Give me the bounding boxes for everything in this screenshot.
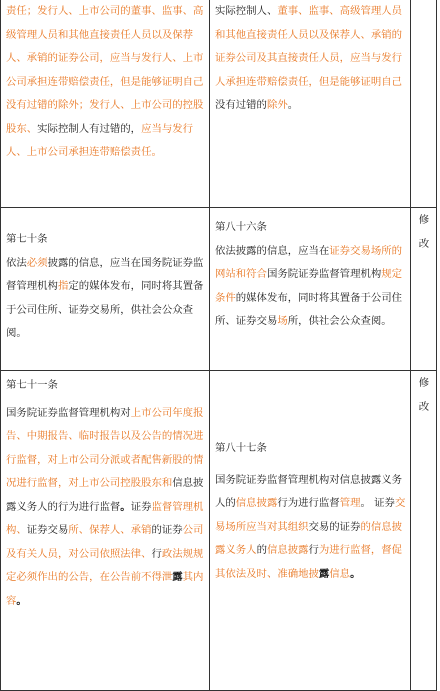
highlighted-text: 除外 [266,99,288,111]
old-clause-cell [1,208,210,371]
text-run: 没有过错的 [215,99,267,111]
text-run: 行 [308,544,319,556]
text-run: 国务院证券监督管理机构 [266,268,382,280]
text-run: 实际控制人、 [215,5,278,17]
new-clause-cell [210,208,411,371]
table-row [1,208,437,371]
text-run: 国务院证券监督管理机构对信息披露义务人的 [215,473,403,509]
text-run: 实际控制人有过错的， [37,122,142,135]
text-run: 所，供社会公众查阅。 [287,315,392,327]
text-run: 。 证券 [360,497,395,509]
text-run: 的媒体发布，同时将其置备于公司住所、证券交易 [215,291,403,327]
old-article-number: 第七十条 [6,233,48,245]
highlighted-text: 为进行监督，督促其依法及时、准确地披 [215,544,403,580]
text-run: 依法披露的信息，应当在 [215,244,330,257]
text-run: 证券交易 [26,524,69,536]
text-run: 行 [151,547,162,560]
highlighted-text: 所、保荐人、承销 [68,524,152,536]
text-run: 露 [172,571,183,583]
text-run: 交易的证券 [308,520,361,533]
text-run: 。 [120,500,131,513]
highlighted-text: 管理 [339,497,361,509]
new-clause-cell [210,371,411,691]
highlighted-text: 的信息披露义务人 [215,520,403,556]
text-run: 定的媒体发布，同时将其置备于公司住所、证券交易所，供社会公众查阅。 [6,280,204,339]
text-run: 依法 [6,256,27,269]
new-clause-cell [210,0,411,208]
text-run: 露 [318,567,330,580]
change-type-cell [411,371,437,691]
highlighted-text: 责任；发行人、上市公司的董事、监事、高级管理人员和其他直接责任人员以及保荐人、承销的证券公司，应当与发行人、上市公司承担连带赔偿责任，但是能够证明自己没有过错的除外；发行人、上市公司的控股股东、 [6,5,204,135]
table-row [1,371,437,691]
text-run: 行为进行监督 [277,497,340,509]
text-run: 证券 [130,500,152,513]
table-row [1,0,437,208]
text-run: 。 [287,99,299,111]
new-article-number: 第八十七条 [215,442,267,454]
text-run: 信息披露义务人的行为进行监督 [6,477,204,513]
old-clause-cell [1,371,210,691]
highlighted-text: 指 [57,280,69,292]
highlighted-text: 交易场所应当对其组织 [215,497,406,533]
new-clause-text [215,0,406,118]
new-clause-text [215,469,406,587]
highlighted-text: 监督管理机构、 [6,500,204,536]
old-clause-text [6,0,205,165]
highlighted-text: 必须 [26,256,48,269]
old-clause-text [6,402,205,614]
highlighted-text: 场 [277,315,288,327]
highlighted-text: 董事、监事、高级管理人员和其他直接责任人员以及保荐人、承销的证券公司及其直接责任人员，应当与发行人承担连带赔偿责任，但是能够证明自己 [215,5,403,88]
highlighted-text: 信息披露 [235,497,278,509]
highlighted-text: 规定条件 [215,268,403,304]
highlighted-text: 上市公司年度报告、中期报告、临时报告以及公告的情况进行监督，对上市公司分派或者配售新股的情况进行监督，对上市公司控股股东和 [6,406,204,489]
new-article-number: 第八十六条 [215,221,267,233]
text-run: 。 [350,567,361,580]
text-run: 披露的信息，应当在国务院证券监督管理机构 [6,256,204,292]
change-type-cell [411,0,437,208]
change-type-label: 修改 [418,214,430,250]
text-run: 的 [256,544,267,556]
highlighted-text: 公司及有关人员，对公司依照法律、 [6,524,204,560]
old-article-number: 第七十一条 [6,379,58,391]
change-type-label: 修改 [418,377,430,413]
text-run: 。 [16,594,27,607]
highlighted-text: 信息 [329,567,351,580]
highlighted-text: 应当与发行人、上市公司承担连带赔偿责任。 [6,122,194,158]
highlighted-text: 证券交易场所的网站和符合 [215,244,403,280]
old-clause-cell [1,0,210,208]
new-clause-text [215,240,406,334]
text-run: 的证券 [151,524,183,536]
change-type-cell [411,208,437,371]
highlighted-text: 信息披露 [266,544,309,556]
text-run: 国务院证券监督管理机构对 [6,406,131,419]
old-clause-text [6,252,205,346]
highlighted-text: 政法规规定必须作出的公告，在公告前不得泄 [6,547,204,583]
highlighted-text: 其内容 [6,571,204,607]
